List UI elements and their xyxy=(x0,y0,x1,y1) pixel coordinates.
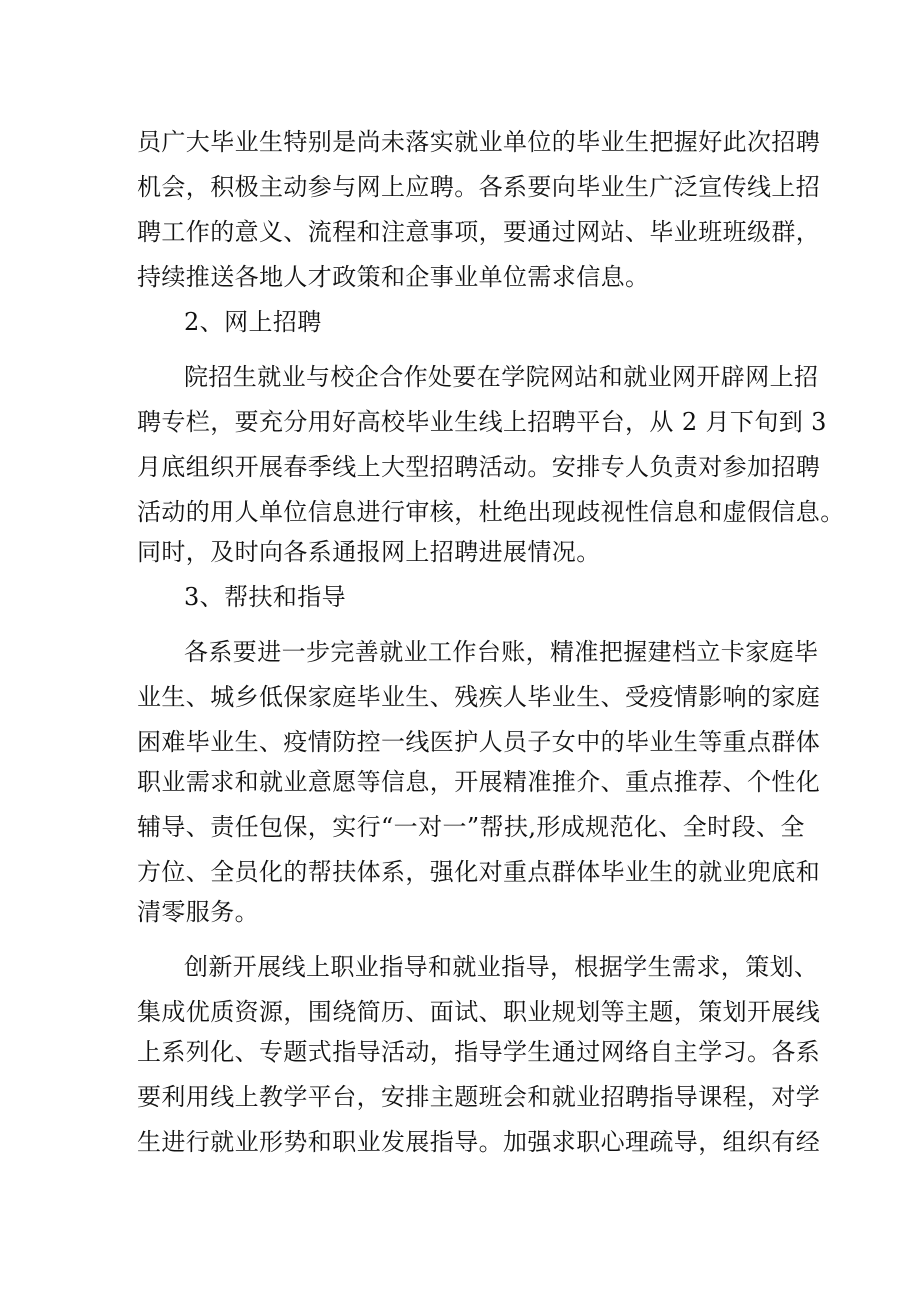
text-line: 聘专栏，要充分用好高校毕业生线上招聘平台，从 2 月下旬到 3 xyxy=(137,408,827,436)
section-heading: 3、帮扶和指导 xyxy=(184,583,347,611)
text-line: 困难毕业生、疫情防控一线医护人员子女中的毕业生等重点群体 xyxy=(137,728,821,756)
text-line: 活动的用人单位信息进行审核，杜绝出现歧视性信息和虚假信息。 xyxy=(137,498,845,526)
text-line: 聘工作的意义、流程和注意事项，要通过网站、毕业班班级群， xyxy=(137,218,821,246)
text-line: 机会，积极主动参与网上应聘。各系要向毕业生广泛宣传线上招 xyxy=(137,173,821,201)
text-line: 月底组织开展春季线上大型招聘活动。安排专人负责对参加招聘 xyxy=(137,453,821,481)
text-line: 院招生就业与校企合作处要在学院网站和就业网开辟网上招 xyxy=(184,363,819,391)
text-line: 辅导、责任包保，实行“一对一”帮扶,形成规范化、全时段、全 xyxy=(137,813,805,841)
text-line: 集成优质资源，围绕简历、面试、职业规划等主题，策划开展线 xyxy=(137,998,821,1026)
text-line: 持续推送各地人才政策和企事业单位需求信息。 xyxy=(137,263,650,291)
text-line: 各系要进一步完善就业工作台账，精准把握建档立卡家庭毕 xyxy=(184,638,819,666)
text-line: 业生、城乡低保家庭毕业生、残疾人毕业生、受疫情影响的家庭 xyxy=(137,683,821,711)
text-line: 同时，及时向各系通报网上招聘进展情况。 xyxy=(137,538,601,566)
text-line: 要利用线上教学平台，安排主题班会和就业招聘指导课程，对学 xyxy=(137,1083,821,1111)
text-line: 上系列化、专题式指导活动，指导学生通过网络自主学习。各系 xyxy=(137,1038,821,1066)
text-line: 方位、全员化的帮扶体系，强化对重点群体毕业生的就业兜底和 xyxy=(137,858,821,886)
text-line: 员广大毕业生特别是尚未落实就业单位的毕业生把握好此次招聘 xyxy=(137,128,821,156)
section-heading: 2、网上招聘 xyxy=(184,308,322,336)
text-line: 创新开展线上职业指导和就业指导，根据学生需求，策划、 xyxy=(184,953,819,981)
text-line: 生进行就业形势和职业发展指导。加强求职心理疏导，组织有经 xyxy=(137,1128,821,1156)
text-line: 职业需求和就业意愿等信息，开展精准推介、重点推荐、个性化 xyxy=(137,768,821,796)
text-line: 清零服务。 xyxy=(137,898,259,926)
